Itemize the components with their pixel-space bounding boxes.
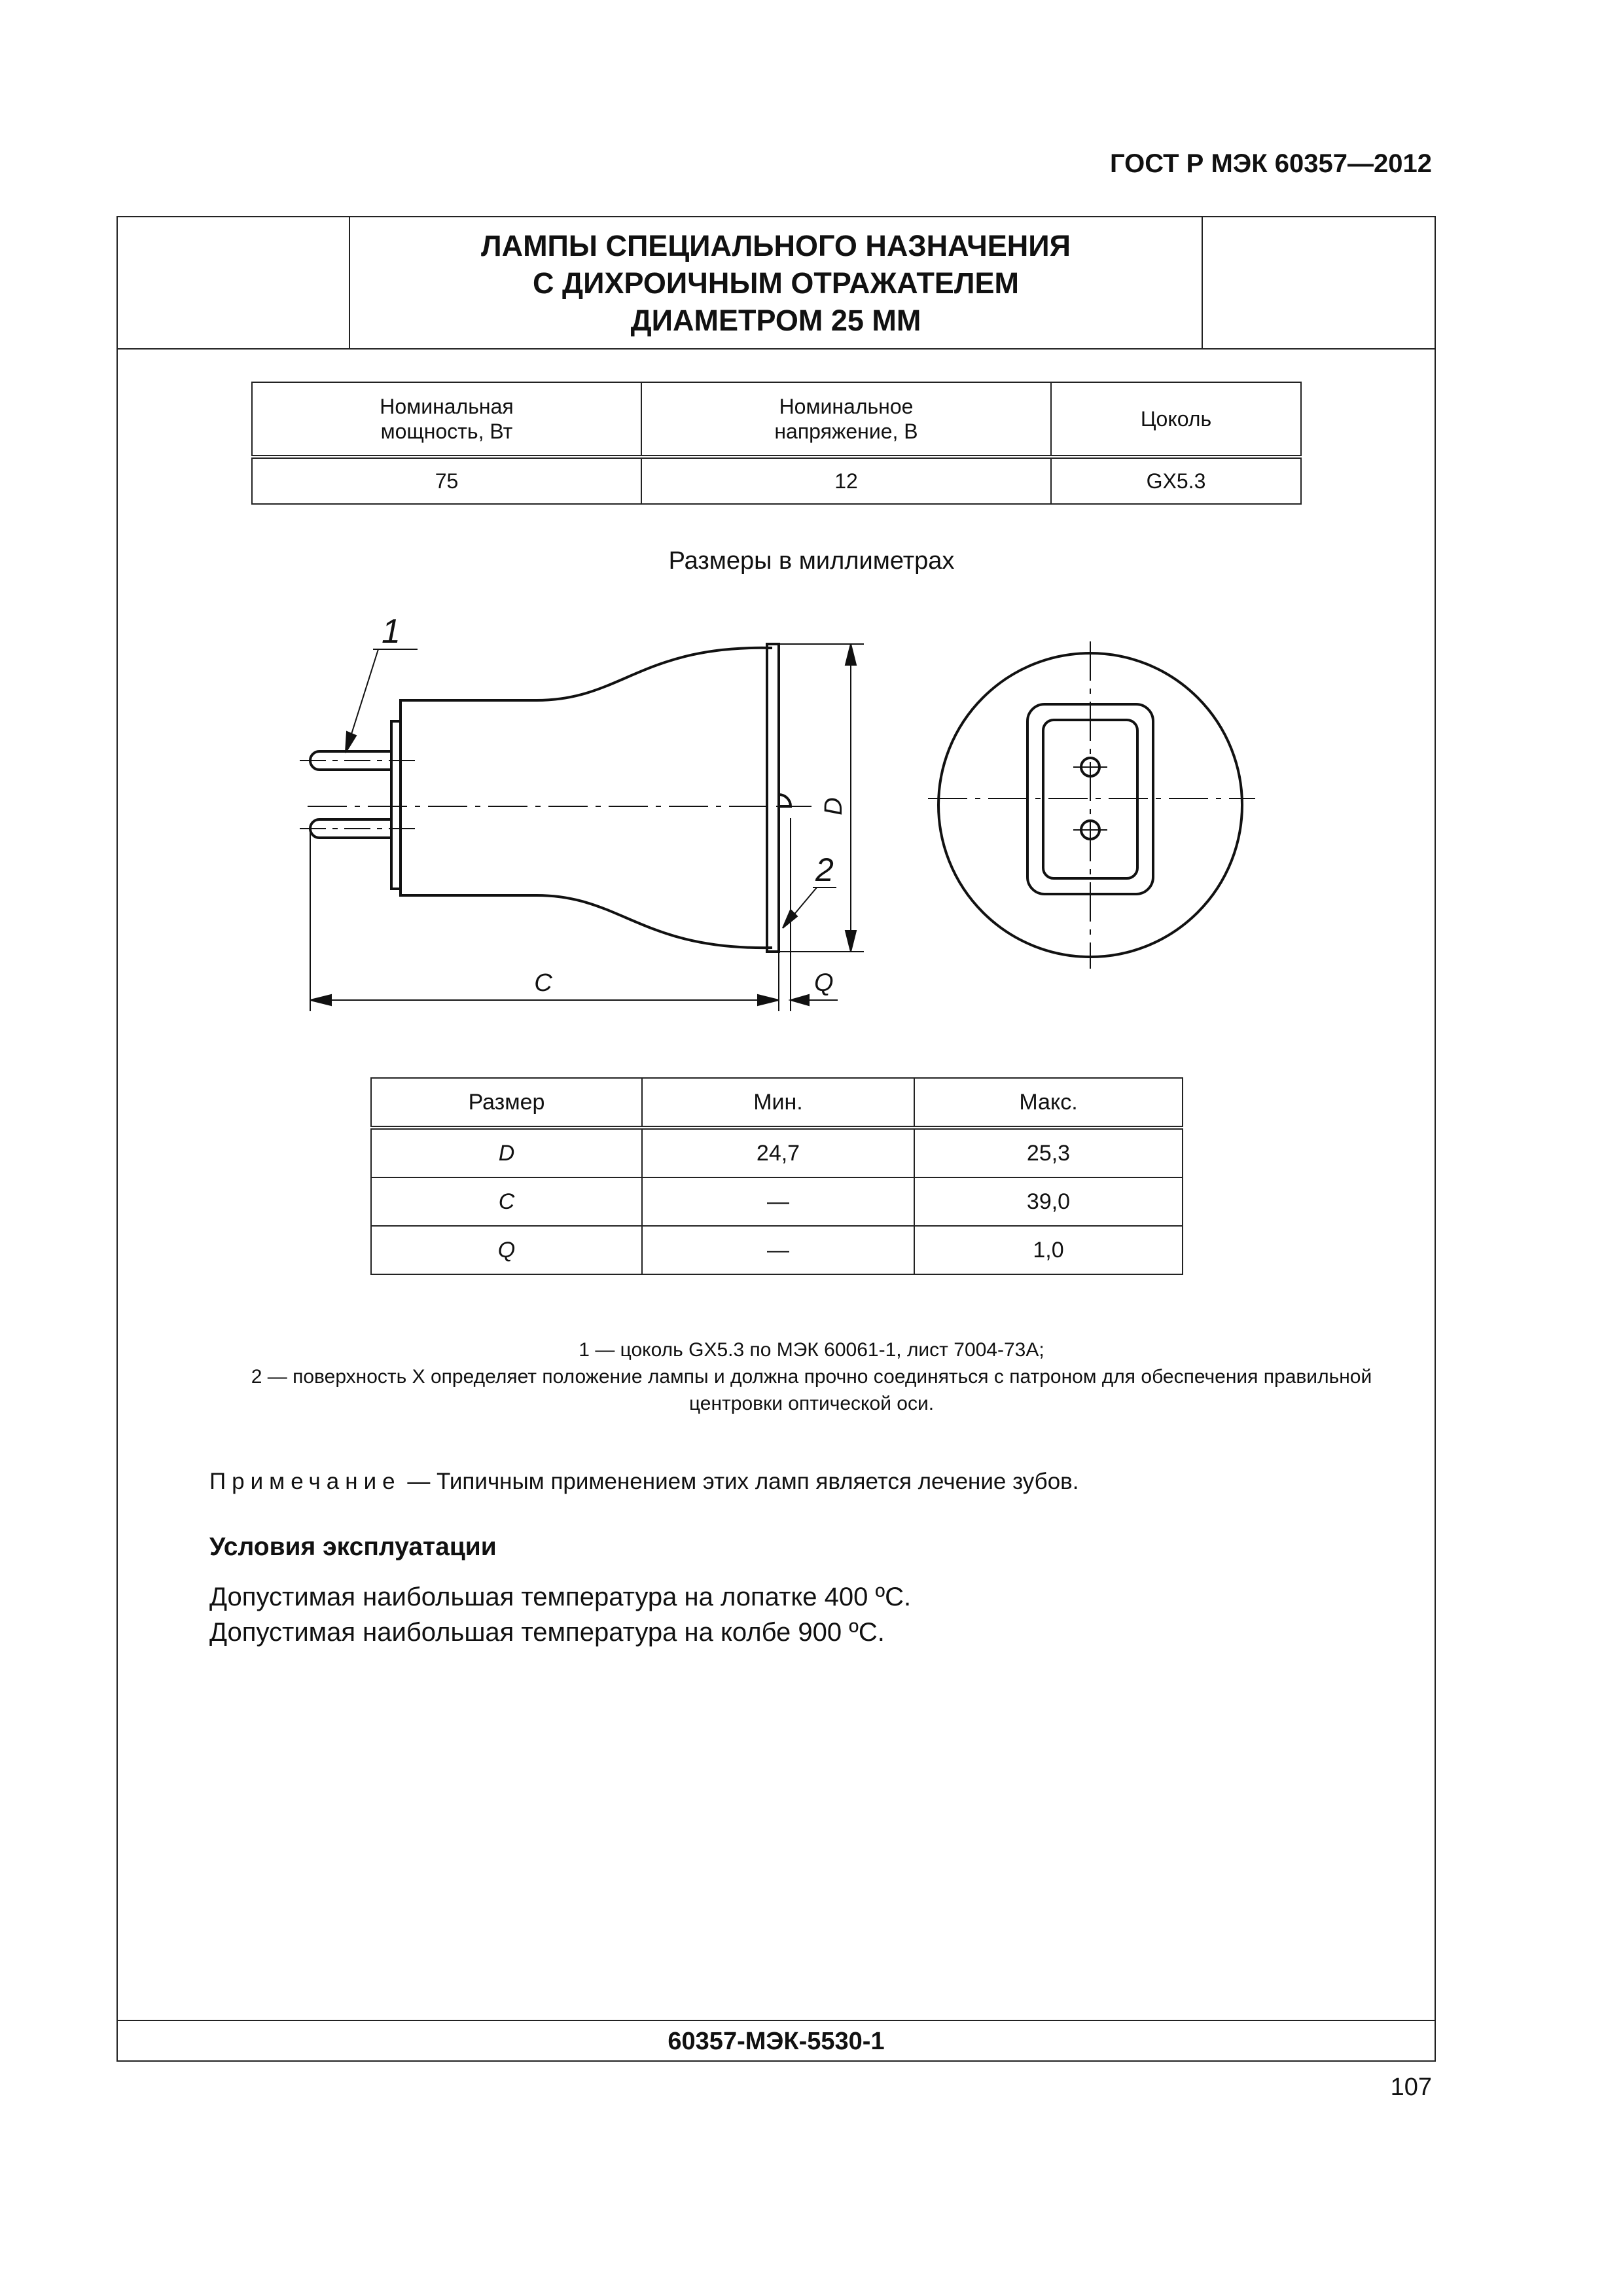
header-base: Цоколь: [1051, 382, 1301, 457]
dim-max: 39,0: [914, 1177, 1183, 1226]
bulb-body: [401, 648, 772, 948]
lamp-drawing: [0, 0, 1623, 1080]
note-1: 1 — цоколь GX5.3 по МЭК 60061-1, лист 7004-73А;: [579, 1339, 1044, 1361]
note-2: 2 — поверхность X определяет положение лампы и должна прочно соединяться с патроном для обеспечения правильной: [251, 1366, 1372, 1388]
dim-name: C: [371, 1177, 642, 1226]
dim-min: —: [642, 1226, 914, 1274]
condition-line-1: Допустимая наибольшая температура на лопатке 400 ºC.: [209, 1583, 912, 1611]
drawing-notes: [144, 1336, 1479, 1417]
dim-name: Q: [371, 1226, 642, 1274]
title-line-2: С ДИХРОИЧНЫМ ОТРАЖАТЕЛЕМ: [533, 266, 1019, 300]
remark-text: — Типичным применением этих ламп является лечение зубов.: [401, 1469, 1079, 1494]
dim-max: 25,3: [914, 1128, 1183, 1177]
title-line-1: ЛАМПЫ СПЕЦИАЛЬНОГО НАЗНАЧЕНИЯ: [481, 228, 1071, 262]
dim-name: D: [371, 1128, 642, 1177]
callout-1: 1: [382, 613, 401, 651]
value-voltage: 12: [641, 457, 1051, 504]
dim-min: —: [642, 1177, 914, 1226]
value-base: GX5.3: [1051, 457, 1301, 504]
reference-surface: [779, 795, 791, 806]
remark: [209, 1469, 1079, 1495]
title-line-3: ДИАМЕТРОМ 25 ММ: [630, 303, 921, 337]
label-D: D: [820, 797, 847, 816]
callout-2: 2: [815, 852, 834, 888]
reflector-rim: [767, 644, 779, 952]
sheet-code: 60357-МЭК-5530-1: [116, 2020, 1436, 2062]
note-3: центровки оптической оси.: [688, 1393, 935, 1414]
remark-label: Примечание: [209, 1469, 401, 1494]
dim-header-size: Размер: [371, 1078, 642, 1128]
table-row: [371, 1177, 1183, 1226]
document-code: ГОСТ Р МЭК 60357—2012: [1109, 149, 1432, 178]
dim-header-min: Мин.: [642, 1078, 914, 1128]
value-power: 75: [252, 457, 641, 504]
base-flange: [391, 721, 401, 889]
dim-header-max: Макс.: [914, 1078, 1183, 1128]
header-voltage: Номинальное напряжение, В: [641, 382, 1051, 457]
table-row: [371, 1226, 1183, 1274]
page-number: 107: [1390, 2073, 1432, 2101]
dim-min: 24,7: [642, 1128, 914, 1177]
label-C: C: [534, 969, 552, 997]
dimensions-caption: Размеры в миллиметрах: [668, 547, 955, 575]
condition-line-2: Допустимая наибольшая температура на колбе 900 ºC.: [209, 1618, 885, 1647]
dim-max: 1,0: [914, 1226, 1183, 1274]
table-row: [371, 1128, 1183, 1177]
dimensions-table: [370, 1077, 1183, 1275]
conditions-title: Условия эксплуатации: [209, 1533, 497, 1561]
label-Q: Q: [814, 969, 834, 997]
header-power: Номинальная мощность, Вт: [252, 382, 641, 457]
